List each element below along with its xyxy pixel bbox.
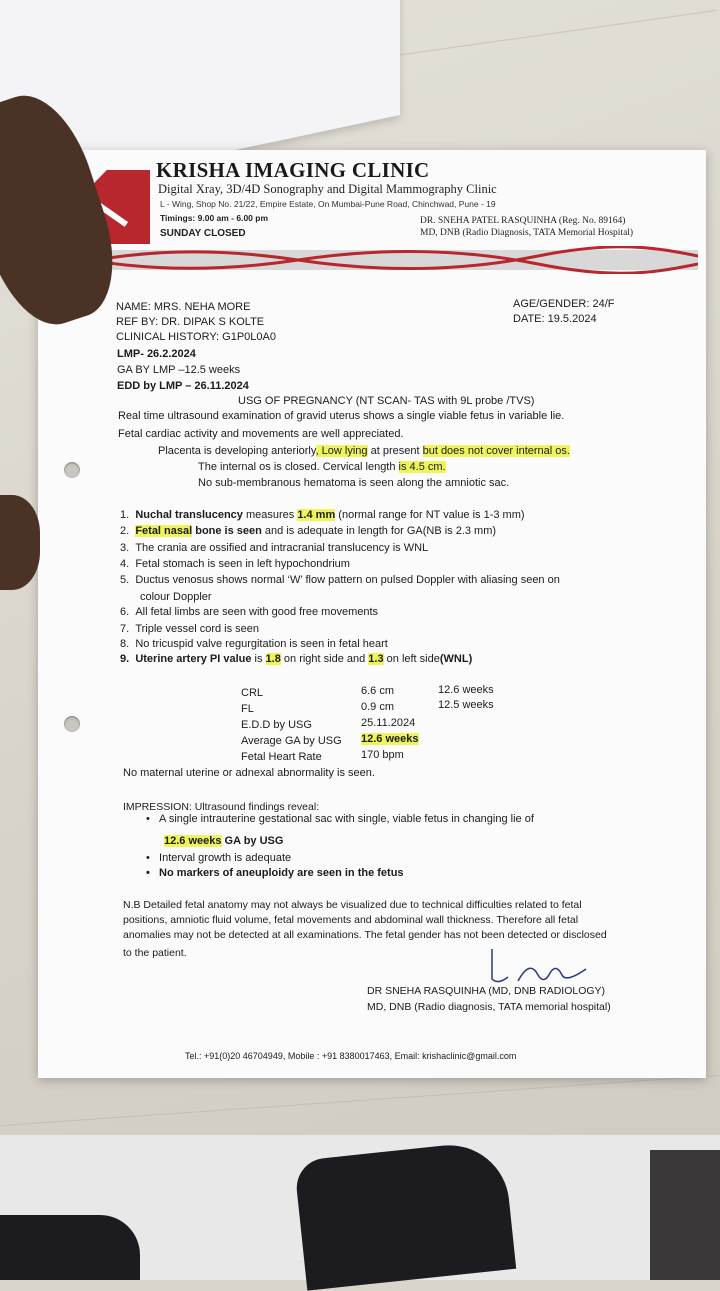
- finding-text: All fetal limbs are seen with good free movements: [135, 606, 379, 618]
- finding-number: 8.: [120, 638, 130, 650]
- finding-text: measures: [242, 509, 298, 521]
- patient-name: NAME: MRS. NEHA MORE: [116, 301, 251, 313]
- measurement-label: CRL: [241, 687, 264, 699]
- clinical-history: CLINICAL HISTORY: G1P0L0A0: [116, 331, 276, 343]
- clinic-timings: Timings: 9.00 am - 6.00 pm: [160, 213, 269, 223]
- finding-number: 2.: [120, 525, 130, 537]
- measurement-label: Average GA by USG: [241, 735, 342, 747]
- impression-title: IMPRESSION: Ultrasound findings reveal:: [123, 801, 320, 813]
- measurement-label: FL: [241, 703, 254, 715]
- internal-os-line: [198, 460, 446, 474]
- cervical-length-highlight: is 4.5 cm.: [398, 461, 446, 473]
- impression-bullet: • No markers of aneuploidy are seen in the fetus: [146, 867, 404, 879]
- finding-item: [120, 652, 472, 666]
- low-lying-highlight: , Low lying: [315, 445, 368, 457]
- nt-value-highlight: 1.4 mm: [297, 509, 336, 521]
- os-highlight: but does not cover internal os.: [422, 445, 570, 457]
- nasal-bone-highlight: Fetal nasal: [135, 525, 193, 537]
- finding-number: 9.: [120, 653, 130, 665]
- finding-continuation: colour Doppler: [140, 591, 212, 603]
- note-line: N.B Detailed fetal anatomy may not always be visualized due to technical difficulties related to fetal: [123, 899, 582, 911]
- finding-bold: Nuchal translucency: [135, 509, 243, 521]
- finding-text: Triple vessel cord is seen: [135, 623, 260, 635]
- finding-number: 3.: [120, 542, 130, 554]
- impression-text: No markers of aneuploidy are seen in the fetus: [159, 867, 404, 879]
- clinic-address: L - Wing, Shop No. 21/22, Empire Estate, On Mumbai-Pune Road, Chinchwad, Pune - 19: [160, 199, 496, 209]
- avg-ga-highlight: 12.6 weeks: [361, 733, 419, 745]
- internal-os-text: The internal os is closed. Cervical length: [198, 461, 399, 473]
- impression-bullet: • Interval growth is adequate: [146, 852, 292, 864]
- shoe: [650, 1150, 720, 1280]
- lmp: LMP- 26.2.2024: [117, 348, 196, 360]
- finding-number: 1.: [120, 509, 130, 521]
- finding-text: on right side and: [280, 653, 369, 665]
- finding-text: (normal range for NT value is 1-3 mm): [335, 509, 525, 521]
- measurement-weeks: 12.6 weeks: [438, 684, 494, 696]
- doctor-name: DR. SNEHA PATEL RASQUINHA (Reg. No. 89164): [420, 216, 626, 226]
- note-line: positions, amniotic fluid volume, fetal movements and abdominal wall thickness. Therefore all fetal: [123, 914, 579, 926]
- note-line: to the patient.: [123, 947, 187, 959]
- impression-text: A single intrauterine gestational sac with single, viable fetus in changing lie of: [159, 813, 534, 825]
- measurement-weeks: 12.5 weeks: [438, 699, 494, 711]
- finding-item: [120, 605, 378, 619]
- report-para-1: Real time ultrasound examination of gravid uterus shows a single viable fetus in variable lie.: [118, 410, 565, 422]
- placenta-text-2: at present: [367, 445, 423, 457]
- finding-bold: bone is seen: [192, 525, 262, 537]
- finding-item: [120, 557, 350, 571]
- finding-text: Fetal stomach is seen in left hypochondrium: [135, 558, 350, 570]
- measurement-label: Fetal Heart Rate: [241, 751, 322, 763]
- measurement-value: 6.6 cm: [361, 685, 395, 697]
- clinic-subtitle: Digital Xray, 3D/4D Sonography and Digital Mammography Clinic: [158, 182, 497, 196]
- measurement-value: 170 bpm: [361, 749, 404, 761]
- footer-contact: Tel.: +91(0)20 46704949, Mobile : +91 8380017463, Email: krishaclinic@gmail.com: [185, 1051, 517, 1061]
- punch-hole: [64, 462, 80, 478]
- note-line: anomalies may not be detected at all examinations. The fetal gender has not been detected or disclosed: [123, 929, 607, 941]
- hematoma-line: No sub-membranous hematoma is seen along the amniotic sac.: [198, 477, 510, 489]
- edd-by-lmp: EDD by LMP – 26.11.2024: [117, 380, 249, 392]
- ga-highlight: 12.6 weeks: [164, 835, 222, 847]
- finding-text: and is adequate in length for GA(NB is 2.3 mm): [261, 525, 497, 537]
- finding-number: 6.: [120, 606, 130, 618]
- finding-item: [120, 622, 259, 636]
- finding-number: 5.: [120, 574, 130, 586]
- finding-item: [120, 508, 525, 522]
- impression-continuation: [164, 834, 283, 848]
- finding-item: [120, 524, 496, 538]
- signatory-credentials: MD, DNB (Radio diagnosis, TATA memorial hospital): [367, 1001, 611, 1013]
- finding-bold: Uterine artery PI value: [135, 653, 252, 665]
- finding-text: Ductus venosus shows normal ‘W’ flow pattern on pulsed Doppler with aliasing seen on: [135, 574, 560, 586]
- impression-text: Interval growth is adequate: [159, 852, 292, 864]
- measurement-label: E.D.D by USG: [241, 719, 312, 731]
- finding-number: 4.: [120, 558, 130, 570]
- shoe: [294, 1139, 516, 1290]
- measurement-value: 25.11.2024: [361, 717, 416, 729]
- finding-text: No tricuspid valve regurgitation is seen in fetal heart: [135, 638, 388, 650]
- finding-bold: (WNL): [439, 653, 473, 665]
- report-date: DATE: 19.5.2024: [513, 313, 597, 325]
- measurement-value: [361, 732, 419, 746]
- pi-left-highlight: 1.3: [368, 653, 384, 665]
- finding-text: is: [251, 653, 266, 665]
- finding-number: 7.: [120, 623, 130, 635]
- ga-by-lmp: GA BY LMP –12.5 weeks: [117, 364, 241, 376]
- doctor-credentials: MD, DNB (Radio Diagnosis, TATA Memorial Hospital): [420, 228, 634, 238]
- impression-text: GA by USG: [221, 835, 284, 847]
- placenta-text: Placenta is developing anteriorly: [158, 445, 316, 457]
- report-para-2: Fetal cardiac activity and movements are well appreciated.: [118, 428, 404, 440]
- no-abnormality: No maternal uterine or adnexal abnormality is seen.: [123, 767, 375, 779]
- punch-hole: [64, 716, 80, 732]
- clinic-sunday: SUNDAY CLOSED: [160, 228, 246, 239]
- finding-item: [120, 637, 388, 651]
- placenta-line: [158, 444, 570, 458]
- finding-item: [120, 573, 560, 587]
- age-gender: AGE/GENDER: 24/F: [513, 298, 615, 310]
- pi-right-highlight: 1.8: [265, 653, 281, 665]
- impression-bullet: • A single intrauterine gestational sac with single, viable fetus in changing lie of: [146, 813, 534, 825]
- finding-item: [120, 541, 428, 555]
- referred-by: REF BY: DR. DIPAK S KOLTE: [116, 316, 265, 328]
- finding-text: The crania are ossified and intracranial translucency is WNL: [135, 542, 429, 554]
- shoe: [0, 1215, 140, 1280]
- clinic-name: KRISHA IMAGING CLINIC: [156, 158, 430, 182]
- signatory-name: DR SNEHA RASQUINHA (MD, DNB RADIOLOGY): [367, 985, 606, 997]
- finding-text: on left side: [383, 653, 440, 665]
- header-wave-band: [58, 246, 698, 274]
- report-title: USG OF PREGNANCY (NT SCAN- TAS with 9L probe /TVS): [238, 395, 535, 407]
- measurement-value: 0.9 cm: [361, 701, 395, 713]
